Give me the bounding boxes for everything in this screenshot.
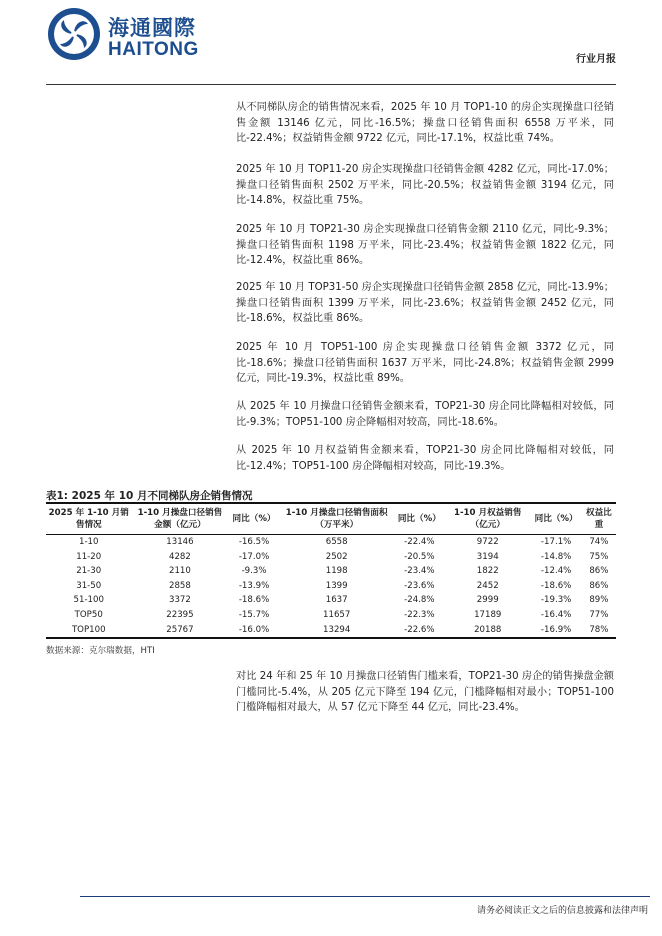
table-cell: 89% — [589, 595, 609, 606]
table-cell: 86% — [589, 566, 609, 577]
paragraph-text: 从 2025 年 10 月权益销售金额来看，TOP21-30 房企同比降幅相对较低，同比-12.4%；TOP51-100 房企降幅相对较高，同比-19.3%。 — [236, 445, 614, 472]
table-row — [46, 579, 616, 594]
table-header-cell: 1-10 月操盘口径销售金额（亿元） — [137, 508, 223, 530]
logo-chinese-name: 海通國際 — [108, 16, 196, 40]
table-cell: 78% — [589, 624, 609, 635]
table-row — [46, 564, 616, 579]
paragraph-equity-comparison — [236, 443, 614, 474]
paragraph-text: 2025 年 10 月 TOP31-50 房企实现操盘口径销售金额 2858 亿元，同比-13.9%；操盘口径销售面积 1399 万平米，同比-23.6%；权益销售金额 2452 亿元，同比-18.6%，权益比重 86%。 — [236, 282, 614, 324]
table-cell: 1198 — [325, 566, 348, 577]
paragraph-top31-50 — [236, 280, 614, 327]
table-cell: 86% — [589, 580, 609, 591]
table-cell: 2452 — [476, 580, 499, 591]
table-row — [46, 593, 616, 608]
table-cell: 25767 — [166, 624, 194, 635]
paragraph-threshold-comparison — [236, 669, 614, 716]
table-header-cell: 1-10 月权益销售（亿元） — [454, 508, 522, 530]
table-cell: 74% — [589, 537, 609, 547]
table-cell: -17.0% — [238, 551, 270, 562]
table-row — [46, 535, 616, 550]
table-cell: 13146 — [166, 537, 194, 547]
table-cell: 31-50 — [76, 580, 102, 591]
table-cell: 17189 — [474, 609, 502, 620]
table-header-cell: 权益比重 — [585, 508, 612, 530]
paragraph-text: 2025 年 10 月 TOP51-100 房企实现操盘口径销售金额 3372 亿元，同比-18.6%；操盘口径销售面积 1637 万平米，同比-24.8%；权益销售金额 2999 亿元，同比-19.3%，权益比重 89%。 — [236, 342, 614, 384]
table-cell: -22.6% — [404, 624, 435, 635]
table-cell: -24.8% — [404, 595, 435, 606]
paragraph-top1-10 — [236, 100, 614, 147]
table-cell: 1399 — [325, 580, 348, 591]
paragraph-top51-100 — [236, 340, 614, 387]
table-cell: 2110 — [169, 566, 191, 577]
report-type-label: 行业月报 — [576, 54, 616, 65]
table-cell: 2858 — [169, 580, 191, 591]
table-source-note: 数据来源：克尔瑞数据，HTI — [46, 646, 155, 656]
footer-divider — [80, 896, 650, 897]
table-cell: -18.6% — [238, 595, 270, 606]
table-cell: -17.1% — [540, 537, 572, 547]
table-cell: -16.0% — [238, 624, 270, 635]
table-cell: 1-10 — [78, 537, 99, 547]
table-header-cell: 同比（%） — [397, 514, 441, 524]
table-cell: 3372 — [169, 595, 191, 606]
table-header-cell: 1-10 月操盘口径销售面积（万平米） — [285, 508, 388, 530]
table-cell: -13.9% — [238, 580, 270, 591]
header-divider — [46, 84, 616, 85]
table-cell: 2502 — [325, 551, 348, 562]
table-cell: 20188 — [474, 624, 502, 635]
table-cell: 1822 — [476, 566, 499, 577]
table-row — [46, 550, 616, 565]
table-cell: TOP50 — [74, 609, 103, 620]
table-cell: 3194 — [476, 551, 499, 562]
table-row — [46, 623, 616, 639]
table-cell: -16.5% — [238, 537, 270, 547]
table-cell: 75% — [589, 551, 609, 562]
table-cell: 13294 — [323, 624, 351, 635]
table-cell: 1637 — [325, 595, 348, 606]
paragraph-text: 2025 年 10 月 TOP21-30 房企实现操盘口径销售金额 2110 亿元，同比-9.3%；操盘口径销售面积 1198 万平米，同比-23.4%；权益销售金额 1822 亿元，同比-12.4%，权益比重 86%。 — [236, 224, 614, 266]
table-cell: -15.7% — [238, 609, 270, 620]
paragraph-top21-30 — [236, 222, 614, 269]
table-cell: TOP100 — [71, 624, 106, 635]
table-cell: 6558 — [325, 537, 348, 547]
paragraph-text: 从不同梯队房企的销售情况来看，2025 年 10 月 TOP1-10 的房企实现操盘口径销售金额 13146 亿元，同比-16.5%；操盘口径销售面积 6558 万平米，同比-22.4%；权益销售金额 9722 亿元，同比-17.1%，权益比重 74%。 — [236, 102, 614, 144]
sales-table — [46, 502, 616, 639]
table-cell: 4282 — [169, 551, 191, 562]
table-cell: 22395 — [166, 609, 194, 620]
table-cell: 11657 — [323, 609, 351, 620]
table-cell: -22.4% — [404, 537, 435, 547]
table-cell: -22.3% — [404, 609, 435, 620]
table-cell: 11-20 — [76, 551, 102, 562]
table-cell: 9722 — [476, 537, 499, 547]
table-title: 表1: 2025 年 10 月不同梯队房企销售情况 — [46, 490, 253, 502]
table-header-cell: 同比（%） — [534, 514, 578, 524]
footer-disclaimer: 请务必阅读正文之后的信息披露和法律声明 — [476, 906, 648, 916]
table-cell: -19.3% — [540, 595, 572, 606]
table-cell: -9.3% — [241, 566, 267, 577]
table-cell: -23.6% — [404, 580, 435, 591]
haitong-logo-icon — [46, 6, 102, 62]
table-cell: 77% — [589, 609, 609, 620]
paragraph-amount-comparison — [236, 399, 614, 430]
table-header-row — [46, 503, 616, 535]
table-cell: -16.4% — [540, 609, 572, 620]
table-cell: 21-30 — [76, 566, 102, 577]
table-cell: -18.6% — [540, 580, 572, 591]
table-cell: -20.5% — [404, 551, 435, 562]
paragraph-text: 对比 24 年和 25 年 10 月操盘口径销售门槛来看，TOP21-30 房企的销售操盘金额门槛同比-5.4%，从 205 亿元下降至 194 亿元，门槛降幅相对最小；TOP51-100 门槛降幅相对最大，从 57 亿元下降至 44 亿元，同比-23.4%。 — [236, 671, 614, 713]
table-header-cell: 同比（%） — [232, 514, 276, 524]
table-cell: -16.9% — [540, 624, 572, 635]
table-cell: 2999 — [476, 595, 499, 606]
table-cell: -12.4% — [540, 566, 572, 577]
table-cell: 51-100 — [73, 595, 104, 606]
table-row — [46, 608, 616, 623]
paragraph-text: 从 2025 年 10 月操盘口径销售金额来看，TOP21-30 房企同比降幅相对较低，同比-9.3%；TOP51-100 房企降幅相对较高，同比-18.6%。 — [236, 401, 614, 428]
paragraph-text: 2025 年 10 月 TOP11-20 房企实现操盘口径销售金额 4282 亿元，同比-17.0%；操盘口径销售面积 2502 万平米，同比-20.5%；权益销售金额 3194 亿元，同比-14.8%，权益比重 75%。 — [236, 164, 614, 206]
table-cell: -14.8% — [540, 551, 572, 562]
table-cell: -23.4% — [404, 566, 435, 577]
logo-english-name: HAITONG — [108, 39, 199, 60]
paragraph-top11-20 — [236, 162, 614, 209]
haitong-logo — [46, 6, 206, 64]
table-header-cell: 2025 年 1-10 月销售情况 — [48, 508, 129, 530]
